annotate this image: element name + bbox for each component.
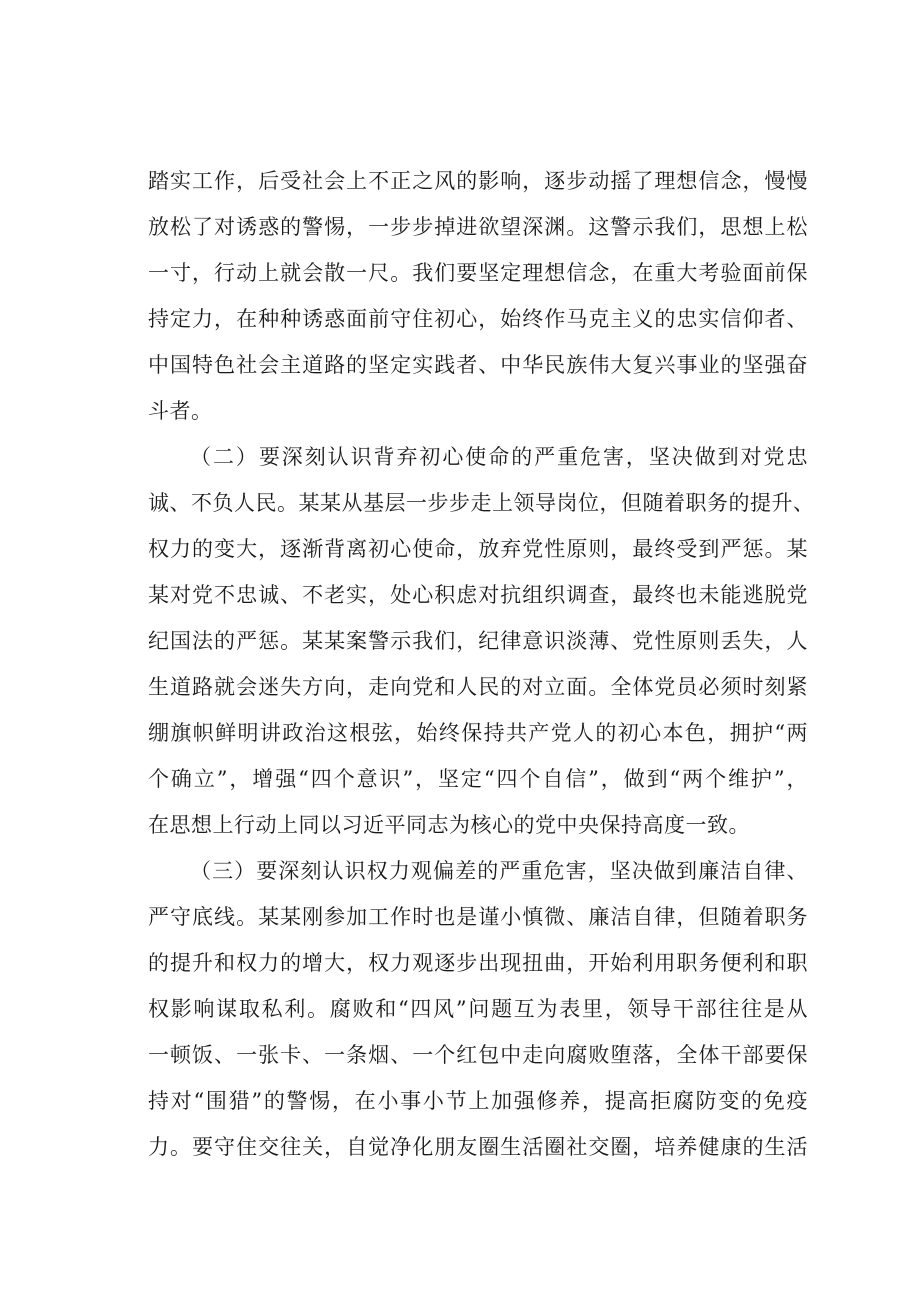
paragraph-line: 某对党不忠诚、不老实，处心积虑对抗组织调查，最终也未能逃脱党 <box>148 583 808 607</box>
paragraph-line: 纪国法的严惩。某某案警示我们，纪律意识淡薄、党性原则丢失，人 <box>148 629 808 653</box>
paragraph-line: 力。要守住交往关，自觉净化朋友圈生活圈社交圈，培养健康的生活 <box>148 1135 808 1159</box>
paragraph-line: 生道路就会迷失方向，走向党和人民的对立面。全体党员必须时刻紧 <box>148 675 808 699</box>
paragraph-line: 绷旗帜鲜明讲政治这根弦，始终保持共产党人的初心本色，拥护“两 <box>148 721 808 745</box>
paragraph-line: 中国特色社会主道路的坚定实践者、中华民族伟大复兴事业的坚强奋 <box>148 353 808 377</box>
paragraph-line: 在思想上行动上同以习近平同志为核心的党中央保持高度一致。 <box>148 813 750 837</box>
paragraph-line: 诚、不负人民。某某从基层一步步走上领导岗位，但随着职务的提升、 <box>148 491 815 515</box>
paragraph-line: 权力的变大，逐渐背离初心使命，放弃党性原则，最终受到严惩。某 <box>148 537 808 561</box>
paragraph-line: 放松了对诱惑的警惕，一步步掉进欲望深渊。这警示我们，思想上松 <box>148 215 808 239</box>
paragraph-line: （二）要深刻认识背弃初心使命的严重危害，坚决做到对党忠 <box>190 445 808 469</box>
paragraph-line: 个确立”，增强“四个意识”，坚定“四个自信”，做到“两个维护”， <box>148 767 808 791</box>
paragraph-line: 一顿饭、一张卡、一条烟、一个红包中走向腐败堕落，全体干部要保 <box>148 1043 808 1067</box>
paragraph-line: 持定力，在种种诱惑面前守住初心，始终作马克主义的忠实信仰者、 <box>148 307 808 331</box>
paragraph-line: 的提升和权力的增大，权力观逐步出现扭曲，开始利用职务便利和职 <box>148 951 808 975</box>
paragraph-line: 踏实工作，后受社会上不正之风的影响，逐步动摇了理想信念，慢慢 <box>148 169 808 193</box>
paragraph-line: 权影响谋取私利。腐败和“四风”问题互为表里，领导干部往往是从 <box>148 997 808 1021</box>
paragraph-line: 持对“围猎”的警惕，在小事小节上加强修养，提高拒腐防变的免疫 <box>148 1089 808 1113</box>
paragraph-line: 严守底线。某某刚参加工作时也是谨小慎微、廉洁自律，但随着职务 <box>148 905 808 929</box>
paragraph-line: （三）要深刻认识权力观偏差的严重危害，坚决做到廉洁自律、 <box>190 859 808 883</box>
paragraph-line: 斗者。 <box>148 399 213 423</box>
paragraph-line: 一寸，行动上就会散一尺。我们要坚定理想信念，在重大考验面前保 <box>148 261 808 285</box>
